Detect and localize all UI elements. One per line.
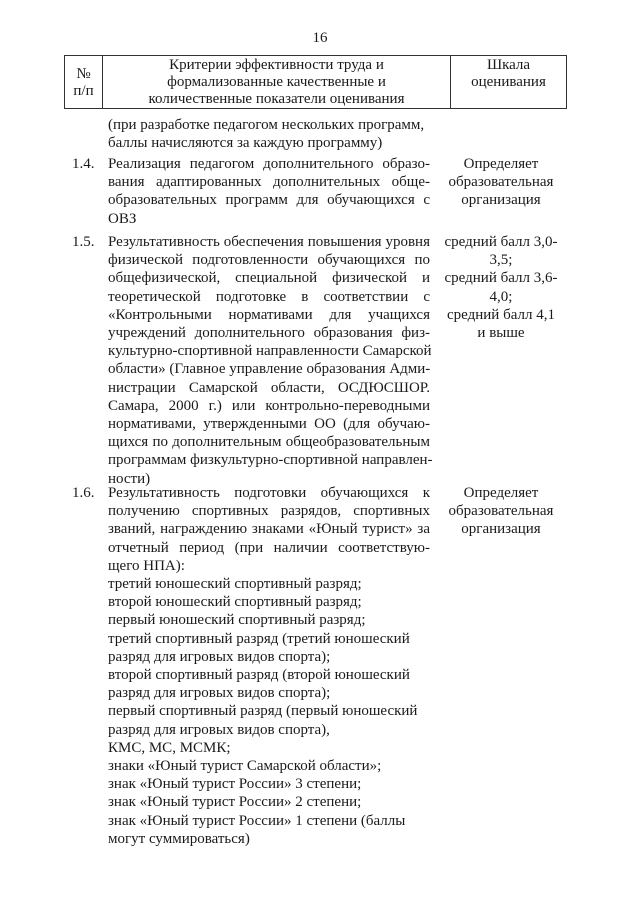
list-item: третий спортивный разряд (третий юношеский xyxy=(108,630,410,647)
item-1-6-number: 1.6. xyxy=(72,485,95,501)
item-1-5-scale: средний балл 3,0- 3,5; средний балл 3,6- 4,0; средний балл 4,1 и выше xyxy=(444,234,558,342)
header-number-column: № п/п xyxy=(65,56,103,108)
list-item: знаки «Юный турист Самарской области»; xyxy=(108,758,382,775)
list-item: второй спортивный разряд (второй юношеский xyxy=(108,667,410,684)
list-item: первый юношеский спортивный разряд; xyxy=(108,612,366,629)
list-item: разряд для игровых видов спорта); xyxy=(108,685,331,702)
item-1-5-number: 1.5. xyxy=(72,234,95,250)
item-1-5-criteria: Результативность обеспечения повышения уровня физической подготовленности обучающихся по общефизической, специальной физической и теоретической подготовке в соответствии с «Контрольными нормативами для учащихся учреждений дополнительного образования физ- культурно-спортивной направленности Самарской области» (Главное управление образования Адми- нистрации Самарской области, ОСДЮСШОР. Самара, 2000 г.) или контрольно-переводными нормативами, утвержденными ОО (для обучаю- щихся по дополнительным общеобразовательным программам физкультурно-спортивной направлен- ности) xyxy=(108,234,433,487)
list-item: первый спортивный разряд (первый юношеский xyxy=(108,703,418,720)
list-item: разряд для игровых видов спорта); xyxy=(108,648,331,665)
list-item: третий юношеский спортивный разряд; xyxy=(108,576,362,592)
item-1-6-list xyxy=(108,575,430,848)
item-1-4-scale: Определяет образовательная организация xyxy=(448,156,554,209)
item-1-4-number: 1.4. xyxy=(72,156,95,172)
list-item: второй юношеский спортивный разряд; xyxy=(108,594,362,611)
item-1-6-scale: Определяет образовательная организация xyxy=(448,485,554,538)
list-item: КМС, МС, МСМК; xyxy=(108,739,231,756)
header-scale-column: Шкала оценивания xyxy=(471,57,546,90)
item-1-6-criteria: Результативность подготовки обучающихся к получению спортивных разрядов, спортивных званий, награждению знаками «Юный турист» за отчетный период (при наличии соответствую- щего НПА): xyxy=(108,485,430,574)
page-number: 16 xyxy=(312,30,328,46)
list-item: знак «Юный турист России» 2 степени; xyxy=(108,794,362,811)
table-header xyxy=(64,55,567,109)
list-item: разряд для игровых видов спорта), xyxy=(108,721,330,738)
item-1-4-criteria: Реализация педагогом дополнительного образо- вания адаптированных дополнительных обще- образовательных программ для обучающихся с ОВЗ xyxy=(108,156,430,227)
list-item: знак «Юный турист России» 3 степени; xyxy=(108,776,362,793)
list-item: могут суммироваться) xyxy=(108,830,250,847)
header-criteria-column: Критерии эффективности труда и формализованные качественные и количественные показатели оценивания xyxy=(103,56,451,108)
continuation-text: (при разработке педагогом нескольких программ, баллы начисляются за каждую программу) xyxy=(108,117,425,152)
list-item: знак «Юный турист России» 1 степени (баллы xyxy=(108,812,406,829)
